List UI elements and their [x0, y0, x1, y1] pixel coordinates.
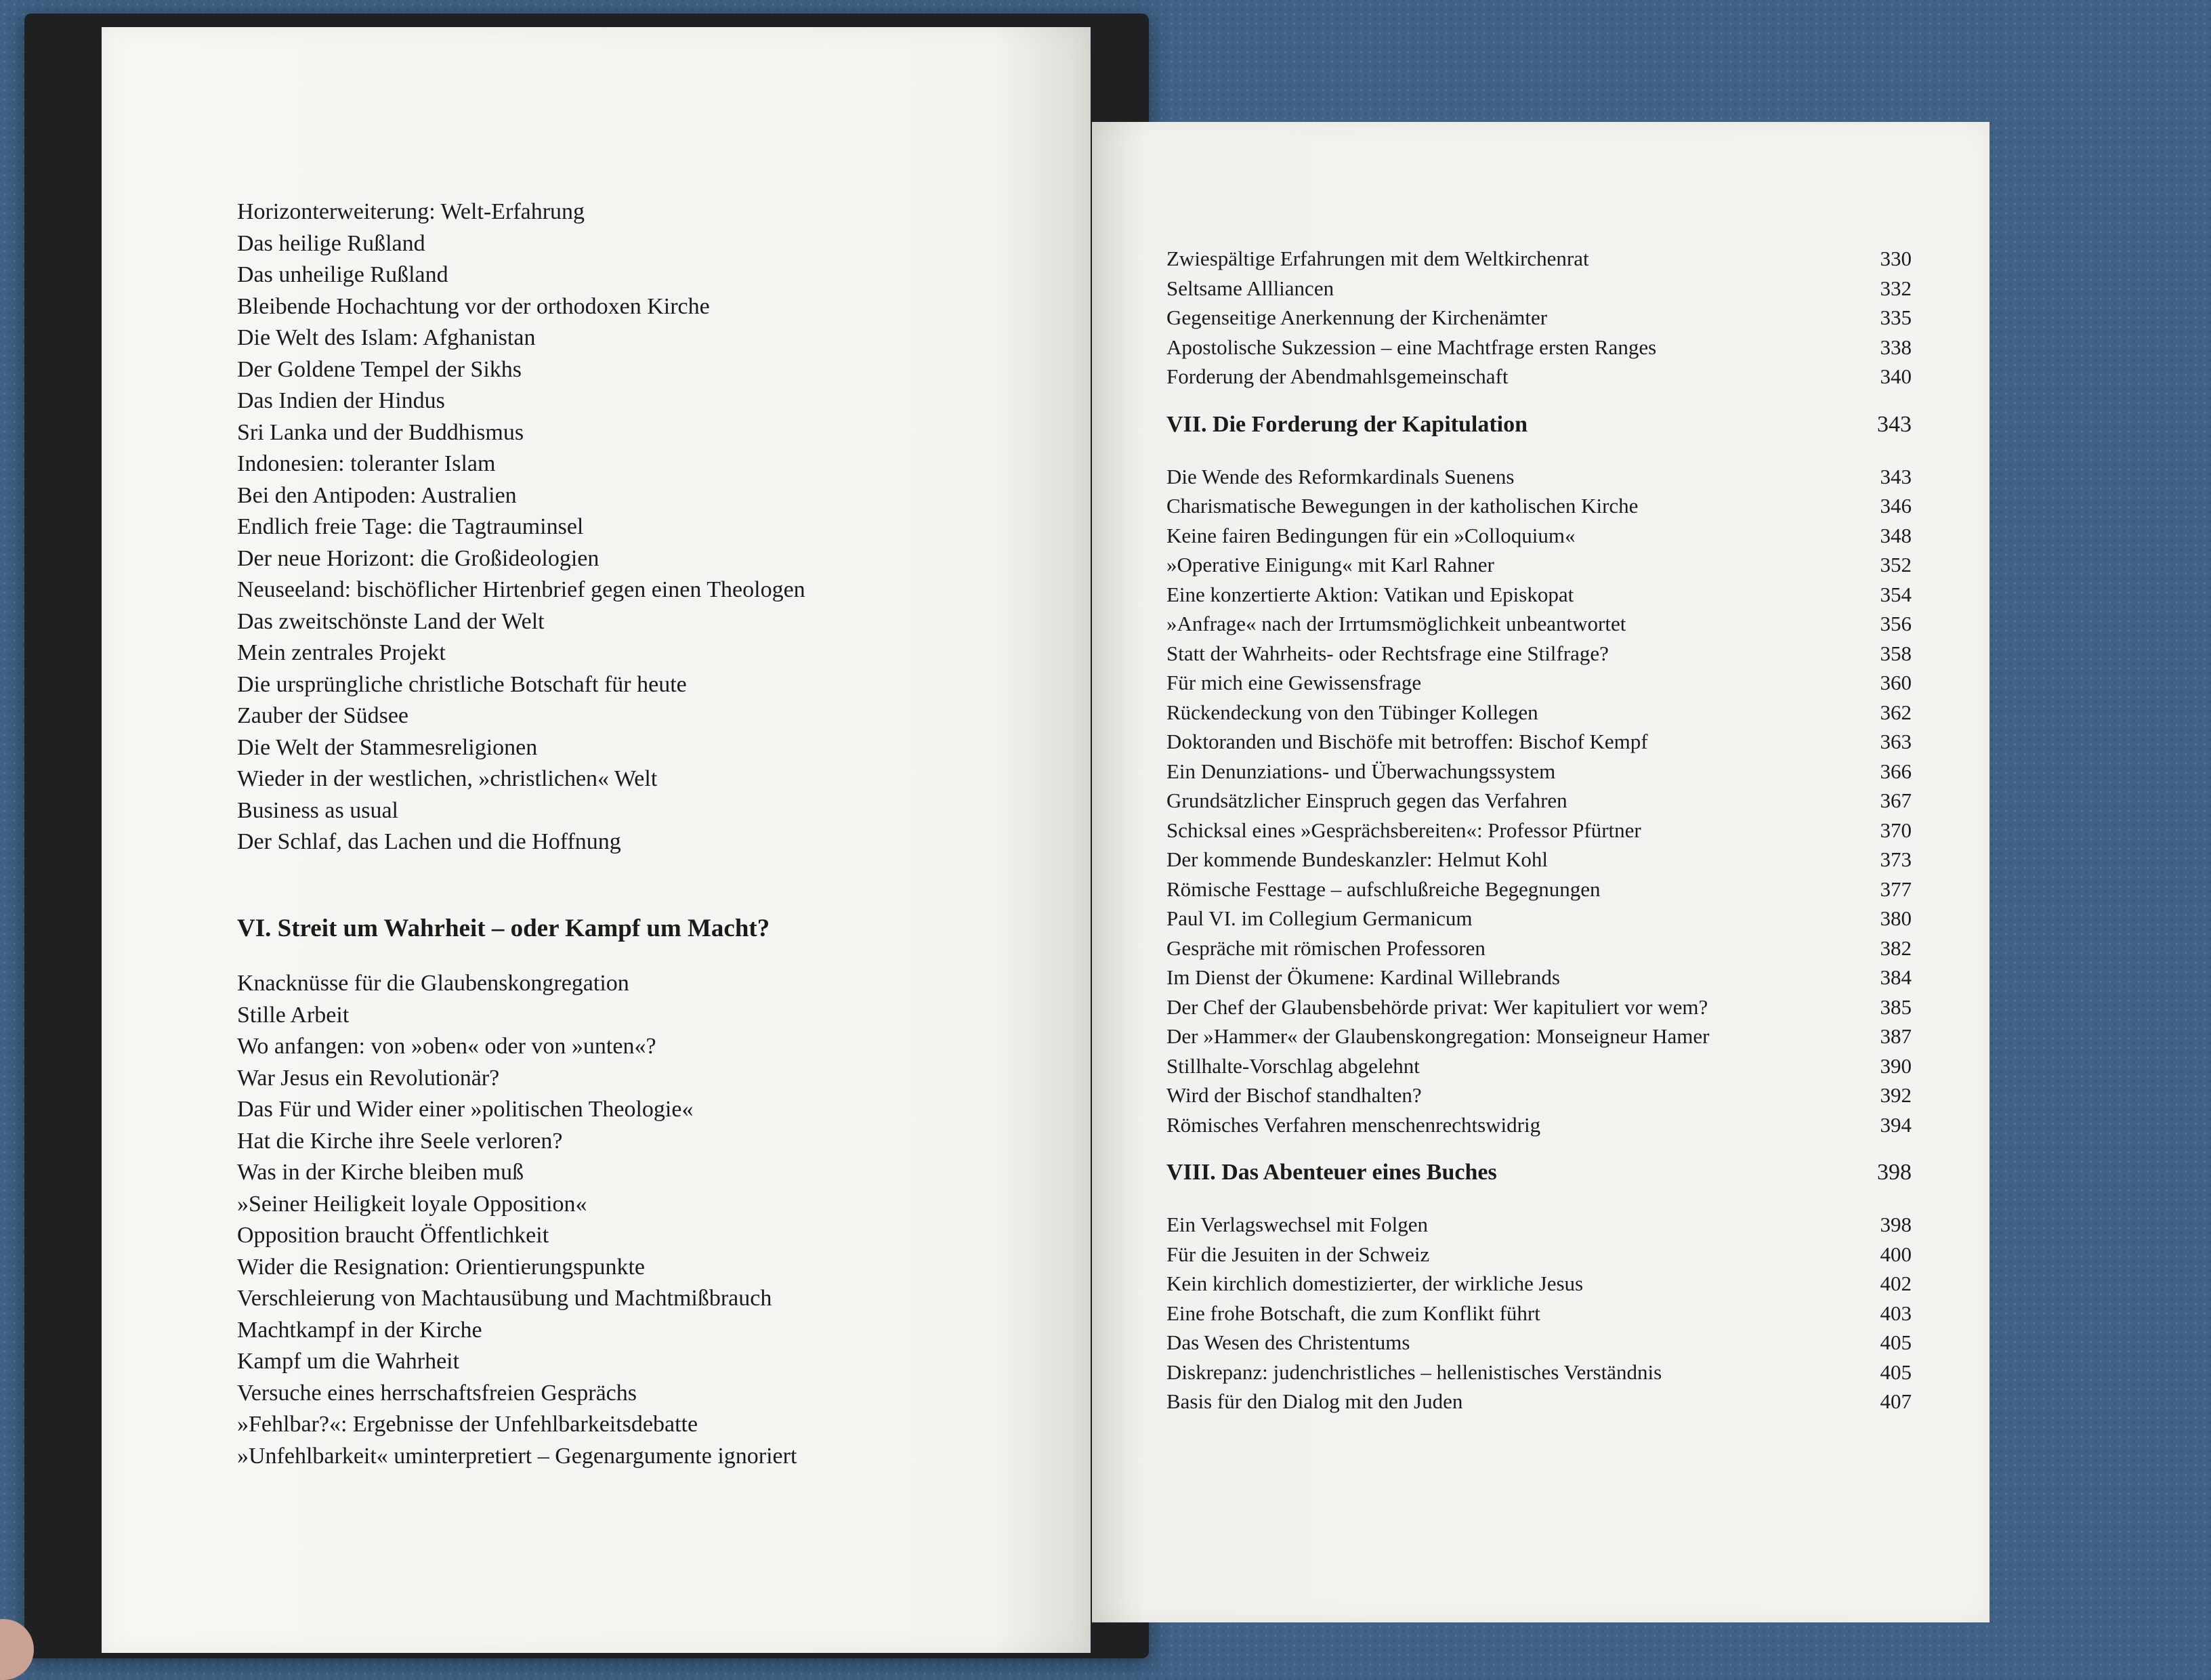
- toc-entry: [1166, 462, 1912, 492]
- toc-entry-page-number: 356: [1880, 612, 1912, 635]
- toc-entry: [237, 606, 1145, 638]
- toc-entry: [237, 1000, 1145, 1032]
- toc-entry-title: »Operative Einigung« mit Karl Rahner: [1166, 553, 1494, 576]
- toc-entry-title: Die Wende des Reformkardinals Suenens: [1166, 464, 1515, 488]
- toc-entry-title: Römisches Verfahren menschenrechtswidrig: [1166, 1112, 1541, 1137]
- toc-entry-page-number: 373: [1880, 847, 1912, 871]
- toc-entry-title: Die Welt des Islam: Afghanistan: [237, 325, 536, 350]
- toc-left: [237, 196, 1145, 1472]
- toc-entry-title: Ein Denunziations- und Überwachungssystem: [1166, 759, 1556, 783]
- toc-entry-title: Das Wesen des Christentums: [1166, 1330, 1410, 1354]
- toc-entry: [1166, 698, 1912, 728]
- toc-entry-title: Stille Arbeit: [237, 1002, 350, 1028]
- toc-entry-title: Das unheilige Rußland: [237, 262, 448, 287]
- left-page: [102, 27, 1091, 1653]
- toc-entry: [237, 574, 1145, 606]
- toc-entry-page-number: 367: [1880, 789, 1912, 812]
- toc-entry-title: Endlich freie Tage: die Tagtrauminsel: [237, 514, 584, 539]
- toc-entry-page-number: 402: [1880, 1272, 1912, 1295]
- toc-entry-title: Das Für und Wider einer »politischen Theologie«: [237, 1097, 694, 1122]
- toc-entry-title: »Anfrage« nach der Irrtumsmöglichkeit unbeantwortet: [1166, 612, 1626, 635]
- toc-entry: [237, 417, 1145, 449]
- section-heading-vi: [237, 914, 1145, 948]
- toc-entry: [1166, 668, 1912, 698]
- toc-entry-page-number: 394: [1880, 1112, 1912, 1137]
- toc-entry: [1166, 816, 1912, 845]
- toc-entry: [237, 637, 1145, 669]
- toc-entry-title: Bei den Antipoden: Australien: [237, 482, 517, 508]
- toc-entry-page-number: 332: [1880, 276, 1912, 300]
- toc-entry: [237, 543, 1145, 575]
- toc-entry-page-number: 390: [1880, 1053, 1912, 1078]
- toc-entry: [1166, 303, 1912, 333]
- section-title: VI. Streit um Wahrheit – oder Kampf um Macht?: [237, 915, 770, 942]
- toc-entry: [1166, 1387, 1912, 1416]
- toc-entry-title: Der Goldene Tempel der Sikhs: [237, 356, 522, 382]
- section-title: VIII. Das Abenteuer eines Buches: [1166, 1160, 1497, 1185]
- toc-entry: [237, 196, 1145, 228]
- toc-entry-title: Charismatische Bewegungen in der katholischen Kirche: [1166, 494, 1639, 518]
- toc-entry-title: Wird der Bischof standhalten?: [1166, 1083, 1422, 1107]
- toc-entry-title: Horizonterweiterung: Welt-Erfahrung: [237, 199, 585, 224]
- toc-entry: [237, 1283, 1145, 1315]
- toc-entry-title: Schicksal eines »Gesprächsbereiten«: Professor Pfürtner: [1166, 818, 1641, 842]
- toc-entry: [237, 322, 1145, 354]
- toc-entry: [237, 385, 1145, 417]
- toc-entry: [237, 480, 1145, 512]
- toc-entry-title: Knacknüsse für die Glaubenskongregation: [237, 971, 629, 996]
- toc-entry-page-number: 330: [1880, 247, 1912, 270]
- toc-entry-page-number: 352: [1880, 553, 1912, 576]
- toc-entry-title: Im Dienst der Ökumene: Kardinal Willebrands: [1166, 965, 1560, 989]
- toc-entry: [237, 1063, 1145, 1095]
- toc-entry: [237, 228, 1145, 260]
- toc-entry-title: Verschleierung von Machtausübung und Machtmißbrauch: [237, 1286, 772, 1311]
- toc-entry: [1166, 1269, 1912, 1299]
- toc-entry-title: Doktoranden und Bischöfe mit betroffen: Bischof Kempf: [1166, 730, 1648, 753]
- toc-entry-page-number: 362: [1880, 700, 1912, 724]
- toc-entry: [1166, 1299, 1912, 1328]
- toc-entry: [237, 1346, 1145, 1378]
- toc-entry-title: Rückendeckung von den Tübinger Kollegen: [1166, 700, 1538, 724]
- toc-entry: [237, 1189, 1145, 1221]
- toc-entry-title: Apostolische Sukzession – eine Machtfrage ersten Ranges: [1166, 335, 1657, 359]
- toc-entry: [1166, 757, 1912, 786]
- toc-entry-page-number: 366: [1880, 759, 1912, 783]
- toc-entry-page-number: 348: [1880, 523, 1912, 547]
- toc-entry: [237, 669, 1145, 701]
- toc-entry: [1166, 1240, 1912, 1269]
- toc-entry: [1166, 580, 1912, 610]
- toc-entry-title: Der neue Horizont: die Großideologien: [237, 545, 599, 571]
- toc-entry: [237, 1157, 1145, 1189]
- toc-entry-title: Grundsätzlicher Einspruch gegen das Verfahren: [1166, 789, 1567, 812]
- toc-entry: [237, 826, 1145, 858]
- toc-entry: [237, 448, 1145, 480]
- toc-entry-title: Opposition braucht Öffentlichkeit: [237, 1223, 549, 1248]
- toc-entry-title: Kein kirchlich domestizierter, der wirkliche Jesus: [1166, 1272, 1584, 1295]
- toc-entry-page-number: 346: [1880, 494, 1912, 518]
- toc-entry-title: Business as usual: [237, 797, 398, 823]
- toc-entry-title: Paul VI. im Collegium Germanicum: [1166, 906, 1473, 930]
- toc-entry-title: Der kommende Bundeskanzler: Helmut Kohl: [1166, 847, 1549, 871]
- toc-entries-right-top: [1166, 244, 1912, 392]
- toc-entry: [237, 1094, 1145, 1126]
- toc-entry: [1166, 875, 1912, 904]
- toc-entry: [1166, 963, 1912, 992]
- toc-entry-title: Der »Hammer« der Glaubenskongregation: Monseigneur Hamer: [1166, 1024, 1710, 1048]
- toc-entry-page-number: 360: [1880, 671, 1912, 694]
- toc-entry: [1166, 639, 1912, 669]
- toc-entry: [1166, 1022, 1912, 1051]
- toc-entry-page-number: 387: [1880, 1024, 1912, 1048]
- toc-entry: [1166, 933, 1912, 963]
- toc-entry: [1166, 333, 1912, 362]
- toc-entry: [1166, 1328, 1912, 1358]
- toc-entry-title: Wieder in der westlichen, »christlichen« Welt: [237, 766, 658, 791]
- toc-entry: [1166, 1051, 1912, 1081]
- toc-entry-page-number: 380: [1880, 906, 1912, 930]
- toc-entry: [1166, 904, 1912, 933]
- toc-entry: [1166, 1358, 1912, 1387]
- toc-entry-page-number: 400: [1880, 1242, 1912, 1266]
- toc-entry-page-number: 340: [1880, 364, 1912, 388]
- toc-entry: [1166, 786, 1912, 816]
- toc-entry-title: Römische Festtage – aufschlußreiche Begegnungen: [1166, 877, 1601, 901]
- toc-entry: [237, 1441, 1145, 1473]
- toc-entry: [237, 354, 1145, 386]
- toc-entry: [237, 1220, 1145, 1252]
- toc-entry-title: Diskrepanz: judenchristliches – hellenistisches Verständnis: [1166, 1360, 1662, 1384]
- toc-entries-vii: [1166, 462, 1912, 1140]
- toc-entry-title: Das Indien der Hindus: [237, 388, 445, 413]
- section-title: VII. Die Forderung der Kapitulation: [1166, 411, 1528, 437]
- toc-entry-title: Eine frohe Botschaft, die zum Konflikt führt: [1166, 1301, 1540, 1325]
- toc-entry: [237, 968, 1145, 1000]
- toc-entry: [1166, 1210, 1912, 1240]
- toc-entry-title: Was in der Kirche bleiben muß: [237, 1160, 524, 1185]
- toc-entry: [237, 1126, 1145, 1158]
- toc-entry: [1166, 521, 1912, 551]
- toc-entry-title: Mein zentrales Projekt: [237, 640, 446, 665]
- toc-entry: [1166, 1080, 1912, 1110]
- toc-entry: [237, 291, 1145, 323]
- toc-entry-title: Bleibende Hochachtung vor der orthodoxen Kirche: [237, 293, 710, 319]
- toc-entry: [1166, 992, 1912, 1022]
- toc-entry: [1166, 845, 1912, 875]
- toc-entry-title: Statt der Wahrheits- oder Rechtsfrage eine Stilfrage?: [1166, 641, 1609, 665]
- toc-entry: [1166, 244, 1912, 274]
- toc-entry-title: Indonesien: toleranter Islam: [237, 451, 496, 476]
- toc-entry: [237, 732, 1145, 764]
- toc-entry-page-number: 370: [1880, 818, 1912, 842]
- toc-entry: [237, 858, 1145, 890]
- toc-entry-title: Seltsame Allliancen: [1166, 276, 1334, 300]
- toc-entry-title: Gegenseitige Anerkennung der Kirchenämter: [1166, 306, 1548, 329]
- toc-entry: [237, 259, 1145, 291]
- toc-entry-title: »Fehlbar?«: Ergebnisse der Unfehlbarkeitsdebatte: [237, 1412, 698, 1437]
- toc-entry-title: Basis für den Dialog mit den Juden: [1166, 1389, 1463, 1413]
- toc-entry: [1166, 609, 1912, 639]
- toc-entry: [237, 1409, 1145, 1441]
- toc-entry: [237, 511, 1145, 543]
- section-page-number: 398: [1877, 1160, 1912, 1185]
- toc-entry: [1166, 491, 1912, 521]
- toc-entries-left-top: [237, 196, 1145, 889]
- toc-entry-title: Das heilige Rußland: [237, 230, 425, 256]
- toc-entry: [1166, 274, 1912, 303]
- toc-right: [1166, 244, 1912, 1416]
- toc-entry-title: Sri Lanka und der Buddhismus: [237, 419, 524, 445]
- toc-entry: [237, 1315, 1145, 1347]
- toc-entry: [237, 700, 1145, 732]
- toc-entry-page-number: 358: [1880, 641, 1912, 665]
- right-page: [1092, 122, 1989, 1622]
- toc-entry-title: Der Schlaf, das Lachen und die Hoffnung: [237, 829, 621, 854]
- section-page-number: 343: [1877, 411, 1912, 437]
- toc-entry-title: Keine fairen Bedingungen für ein »Colloquium«: [1166, 523, 1576, 547]
- toc-entry-page-number: 363: [1880, 730, 1912, 753]
- toc-entry-title: Machtkampf in der Kirche: [237, 1317, 482, 1343]
- toc-entry: [237, 795, 1145, 827]
- toc-entry-title: Zauber der Südsee: [237, 703, 409, 728]
- toc-entry: [237, 1378, 1145, 1410]
- toc-entry-title: Eine konzertierte Aktion: Vatikan und Episkopat: [1166, 582, 1574, 606]
- toc-entry-title: Zwiespältige Erfahrungen mit dem Weltkirchenrat: [1166, 247, 1589, 270]
- toc-entry-title: Hat die Kirche ihre Seele verloren?: [237, 1128, 563, 1154]
- toc-entry-page-number: 385: [1880, 994, 1912, 1019]
- toc-entry-page-number: 377: [1880, 877, 1912, 901]
- toc-entry-page-number: 398: [1880, 1213, 1912, 1236]
- toc-entry-page-number: 392: [1880, 1083, 1912, 1107]
- toc-entry-page-number: 384: [1880, 965, 1912, 989]
- toc-entry-page-number: 405: [1880, 1360, 1912, 1384]
- toc-entry-title: Forderung der Abendmahlsgemeinschaft: [1166, 364, 1509, 388]
- toc-entry: [237, 1031, 1145, 1063]
- toc-entry: [1166, 362, 1912, 392]
- toc-entries-viii: [1166, 1210, 1912, 1416]
- toc-entry-title: Das zweitschönste Land der Welt: [237, 608, 545, 634]
- toc-entry-page-number: 338: [1880, 335, 1912, 359]
- toc-entry-title: Für die Jesuiten in der Schweiz: [1166, 1242, 1430, 1266]
- toc-entry-title: »Unfehlbarkeit« uminterpretiert – Gegenargumente ignoriert: [237, 1443, 797, 1469]
- toc-entry: [237, 763, 1145, 795]
- toc-entry-page-number: 403: [1880, 1301, 1912, 1325]
- toc-entry-title: »Seiner Heiligkeit loyale Opposition«: [237, 1191, 587, 1217]
- toc-entry-title: Die ursprüngliche christliche Botschaft für heute: [237, 671, 687, 697]
- toc-entry-title: War Jesus ein Revolutionär?: [237, 1065, 500, 1091]
- toc-entry: [237, 1252, 1145, 1284]
- section-heading-viii: [1166, 1160, 1912, 1192]
- toc-entry-page-number: 405: [1880, 1330, 1912, 1354]
- toc-entry-title: Der Chef der Glaubensbehörde privat: Wer kapituliert vor wem?: [1166, 994, 1708, 1019]
- toc-entry-title: Wo anfangen: von »oben« oder von »unten«?: [237, 1034, 656, 1059]
- toc-entry-page-number: 407: [1880, 1389, 1912, 1413]
- section-heading-vii: [1166, 412, 1912, 444]
- toc-entry-title: Für mich eine Gewissensfrage: [1166, 671, 1422, 694]
- toc-entry-title: Stillhalte-Vorschlag abgelehnt: [1166, 1053, 1420, 1078]
- toc-entry-page-number: 382: [1880, 936, 1912, 960]
- toc-entry-page-number: 354: [1880, 582, 1912, 606]
- toc-entries-left-bottom: [237, 968, 1145, 1472]
- toc-entry: [1166, 727, 1912, 757]
- toc-entry-title: Gespräche mit römischen Professoren: [1166, 936, 1486, 960]
- toc-entry: [1166, 550, 1912, 580]
- toc-entry-title: Kampf um die Wahrheit: [237, 1349, 460, 1374]
- toc-entry-title: Die Welt der Stammesreligionen: [237, 734, 538, 760]
- toc-entry-title: Neuseeland: bischöflicher Hirtenbrief gegen einen Theologen: [237, 577, 805, 602]
- toc-entry-title: Wider die Resignation: Orientierungspunkte: [237, 1254, 645, 1280]
- toc-entry-title: Versuche eines herrschaftsfreien Gesprächs: [237, 1380, 637, 1406]
- toc-entry: [1166, 1110, 1912, 1140]
- toc-entry-page-number: 335: [1880, 306, 1912, 329]
- toc-entry-page-number: 343: [1880, 464, 1912, 488]
- toc-entry-title: Ein Verlagswechsel mit Folgen: [1166, 1213, 1429, 1236]
